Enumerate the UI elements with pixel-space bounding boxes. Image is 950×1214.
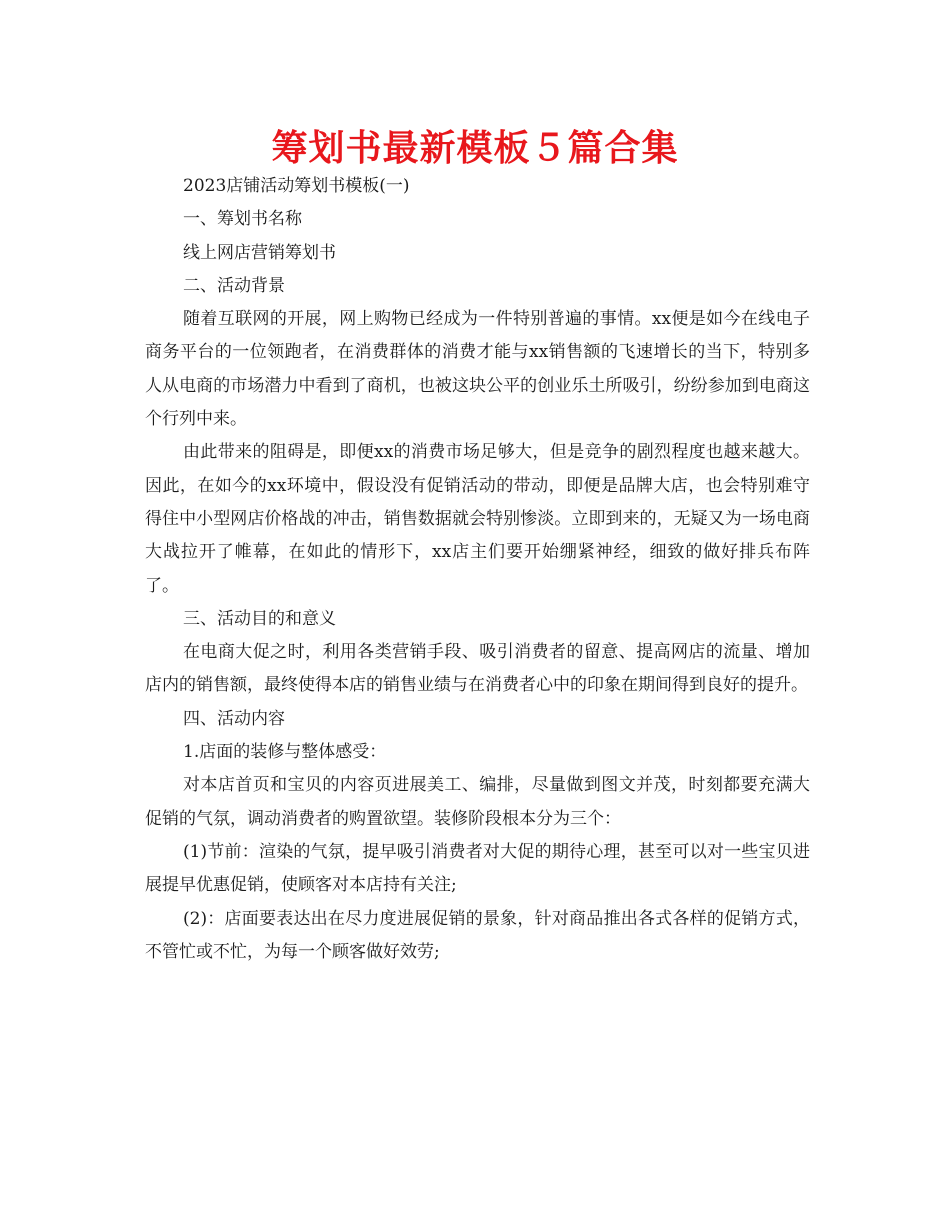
paragraph-template-heading: 2023店铺活动筹划书模板(一)	[183, 176, 410, 196]
document-body	[145, 170, 810, 969]
section-heading-content: 四、活动内容	[183, 708, 285, 729]
paragraph-stage-1: (1)节前：渲染的气氛，提早吸引消费者对大促的期待心理，甚至可以对一些宝贝进展提早优惠促销，使顾客对本店持有关注;	[145, 841, 810, 896]
paragraph-background-2: 由此带来的阻碍是，即便xx的消费市场足够大，但是竞争的剧烈程度也越来越大。因此，在如今的xx环境中，假设没有促销活动的带动，即便是品牌大店，也会特别难守得住中小型网店价格战的冲击，销售数据就会特别惨淡。立即到来的，无疑又为一场电商大战拉开了帷幕，在如此的情形下，xx店主们要开始绷紧神经，细致的做好排兵布阵了。	[145, 442, 810, 596]
section-heading-purpose: 三、活动目的和意义	[183, 608, 336, 629]
paragraph-stage-2: (2)：店面要表达出在尽力度进展促销的景象，针对商品推出各式各样的促销方式，不管忙或不忙，为每一个顾客做好效劳;	[145, 908, 810, 962]
subheading-store-decoration: 1.店面的装修与整体感受：	[183, 742, 387, 763]
document-title: 筹划书最新模板５篇合集	[271, 128, 679, 169]
paragraph-decoration: 对本店首页和宝贝的内容页进展美工、编排，尽量做到图文并茂，时刻都要充满大促销的气氛，调动消费者的购置欲望。装修阶段根本分为三个：	[145, 775, 810, 829]
paragraph-plan-name: 线上网店营销筹划书	[183, 242, 336, 263]
section-heading-plan-name: 一、筹划书名称	[183, 209, 302, 230]
section-heading-background: 二、活动背景	[183, 275, 285, 296]
paragraph-background-1: 随着互联网的开展，网上购物已经成为一件特别普遍的事情。xx便是如今在线电子商务平台的一位领跑者，在消费群体的消费才能与xx销售额的飞速增长的当下，特别多人从电商的市场潜力中看到了商机，也被这块公平的创业乐土所吸引，纷纷参加到电商这个行列中来。	[145, 309, 810, 430]
paragraph-purpose: 在电商大促之时，利用各类营销手段、吸引消费者的留意、提高网店的流量、增加店内的销售额，最终使得本店的销售业绩与在消费者心中的印象在期间得到良好的提升。	[145, 642, 810, 696]
